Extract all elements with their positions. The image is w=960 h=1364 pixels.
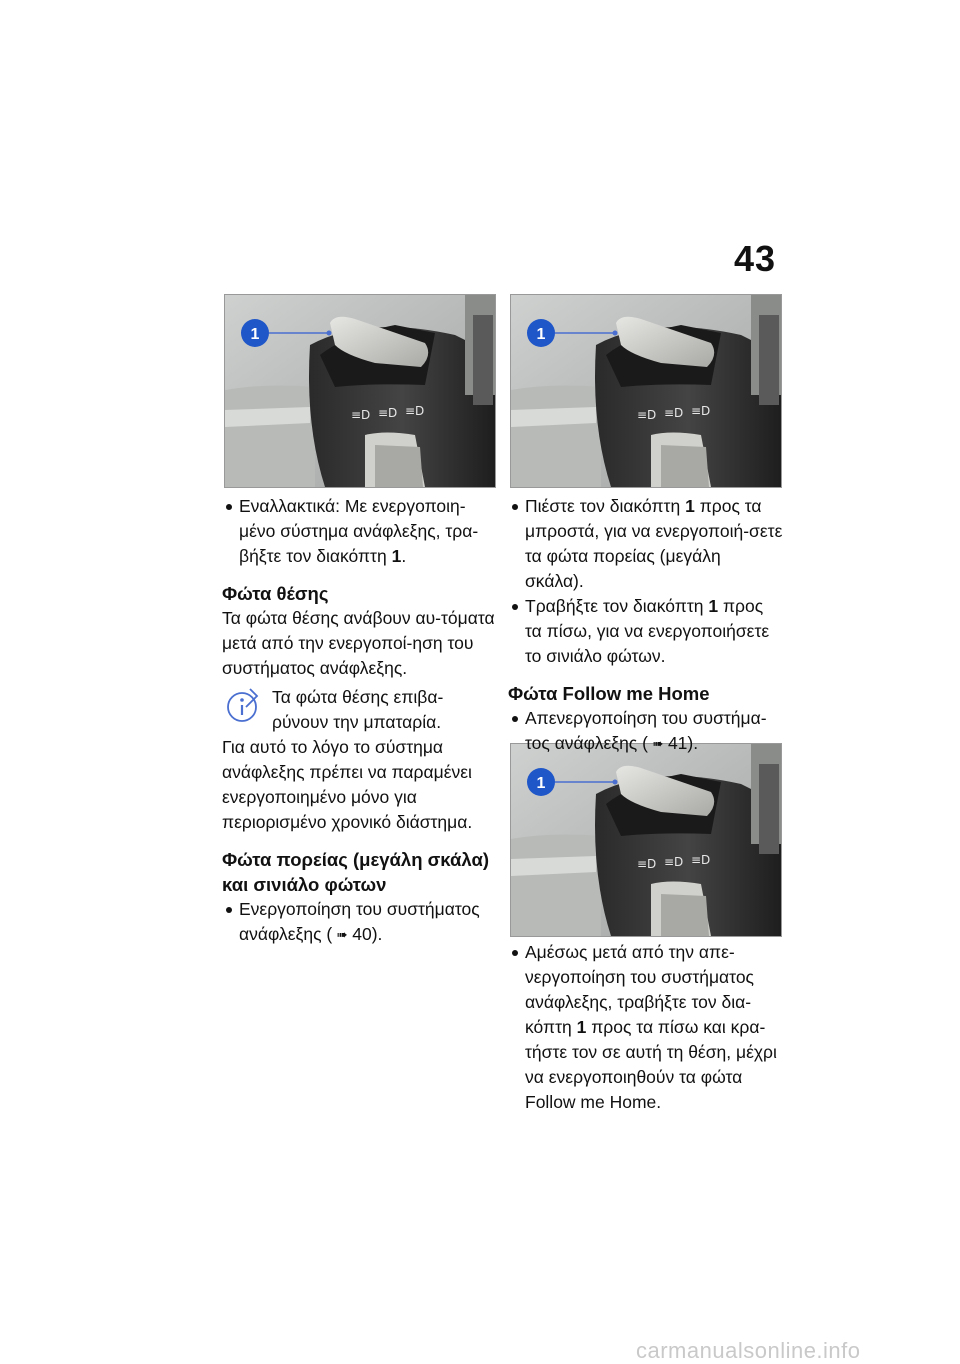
section-heading-position-lights: Φώτα θέσης	[222, 583, 329, 604]
low-beam-icon: ≡D	[351, 408, 371, 422]
high-beam-icon: ≡D	[405, 404, 425, 418]
page-ref[interactable]: 40	[352, 924, 372, 944]
info-note	[222, 685, 497, 735]
left-column	[222, 494, 497, 947]
push-switch-bullet: Πιέστε τον διακόπτη 1 προς τα μπροστά, για να ενεργοποιή-σετε τα φώτα πορείας (μεγάλη σκάλα).	[508, 494, 783, 594]
section-heading-high-beam: Φώτα πορείας (μεγάλη σκάλα) και σινιάλο φώτων	[222, 849, 489, 895]
position-lights-body-2: Για αυτό το λόγο το σύστημα ανάφλεξης πρέπει να παραμένει ενεργοποιημένο μόνο για περιορισμένο χρονικό διάστημα.	[222, 737, 473, 832]
watermark: carmanualsonline.info	[636, 1338, 861, 1363]
page-number: 43	[733, 238, 776, 279]
callout-1: 1	[250, 326, 260, 343]
high-beam-icon: ≡D	[691, 853, 711, 867]
position-lights-body: Τα φώτα θέσης ανάβουν αυ-τόματα μετά από την ενεργοποί-ηση του συστήματος ανάφλεξης.	[222, 608, 495, 678]
page-ref-arrow-icon: ➠	[336, 927, 348, 942]
intro-bullet: Εναλλακτικά: Με ενεργοποιη-μένο σύστημα ανάφλεξης, τρα-βήξτε τον διακόπτη 1.	[222, 494, 497, 569]
callout-1: 1	[536, 775, 546, 792]
page-ref-arrow-icon: ➠	[652, 736, 664, 751]
page-ref[interactable]: 41	[667, 733, 688, 753]
low-beam-icon: ≡D	[637, 857, 657, 871]
switch-ref: 1	[685, 496, 695, 516]
info-icon	[226, 685, 260, 732]
callout-1: 1	[536, 326, 546, 343]
switch-ref: 1	[708, 596, 719, 616]
ignition-off-bullet: Απενεργοποίηση του συστήμα-τος ανάφλεξης ( ➠ 41).	[508, 706, 783, 756]
note-text: Τα φώτα θέσης επιβα-ρύνουν την μπαταρία.	[272, 687, 444, 732]
section-heading-follow-me-home: Φώτα Follow me Home	[508, 683, 710, 704]
auto-beam-icon: ≡D	[378, 406, 398, 420]
ignition-on-bullet: Ενεργοποίηση του συστήματος ανάφλεξης ( ➠ 40).	[222, 897, 497, 947]
right-column-lower	[508, 940, 783, 1115]
pull-switch-bullet: Τραβήξτε τον διακόπτη 1 προς τα πίσω, για να ενεργοποιήσετε το σινιάλο φώτων.	[508, 594, 783, 669]
auto-beam-icon: ≡D	[664, 406, 684, 420]
high-beam-icon: ≡D	[691, 404, 711, 418]
auto-beam-icon: ≡D	[664, 855, 684, 869]
switch-ref: 1	[391, 546, 402, 566]
low-beam-icon: ≡D	[637, 408, 657, 422]
switch-ref: 1	[576, 1017, 587, 1037]
follow-me-home-bullet: Αμέσως μετά από την απε-νεργοποίηση του συστήματος ανάφλεξης, τραβήξτε τον δια-κόπτη 1 προς τα πίσω και κρα-τήστε τον σε αυτή τη θέση, μέχρι να ενεργοποιηθούν τα φώτα Follow me Home.	[508, 940, 783, 1115]
switch-photo-3	[510, 743, 782, 937]
switch-photo-2	[510, 294, 782, 488]
switch-photo-1	[224, 294, 496, 488]
right-column	[508, 494, 783, 756]
